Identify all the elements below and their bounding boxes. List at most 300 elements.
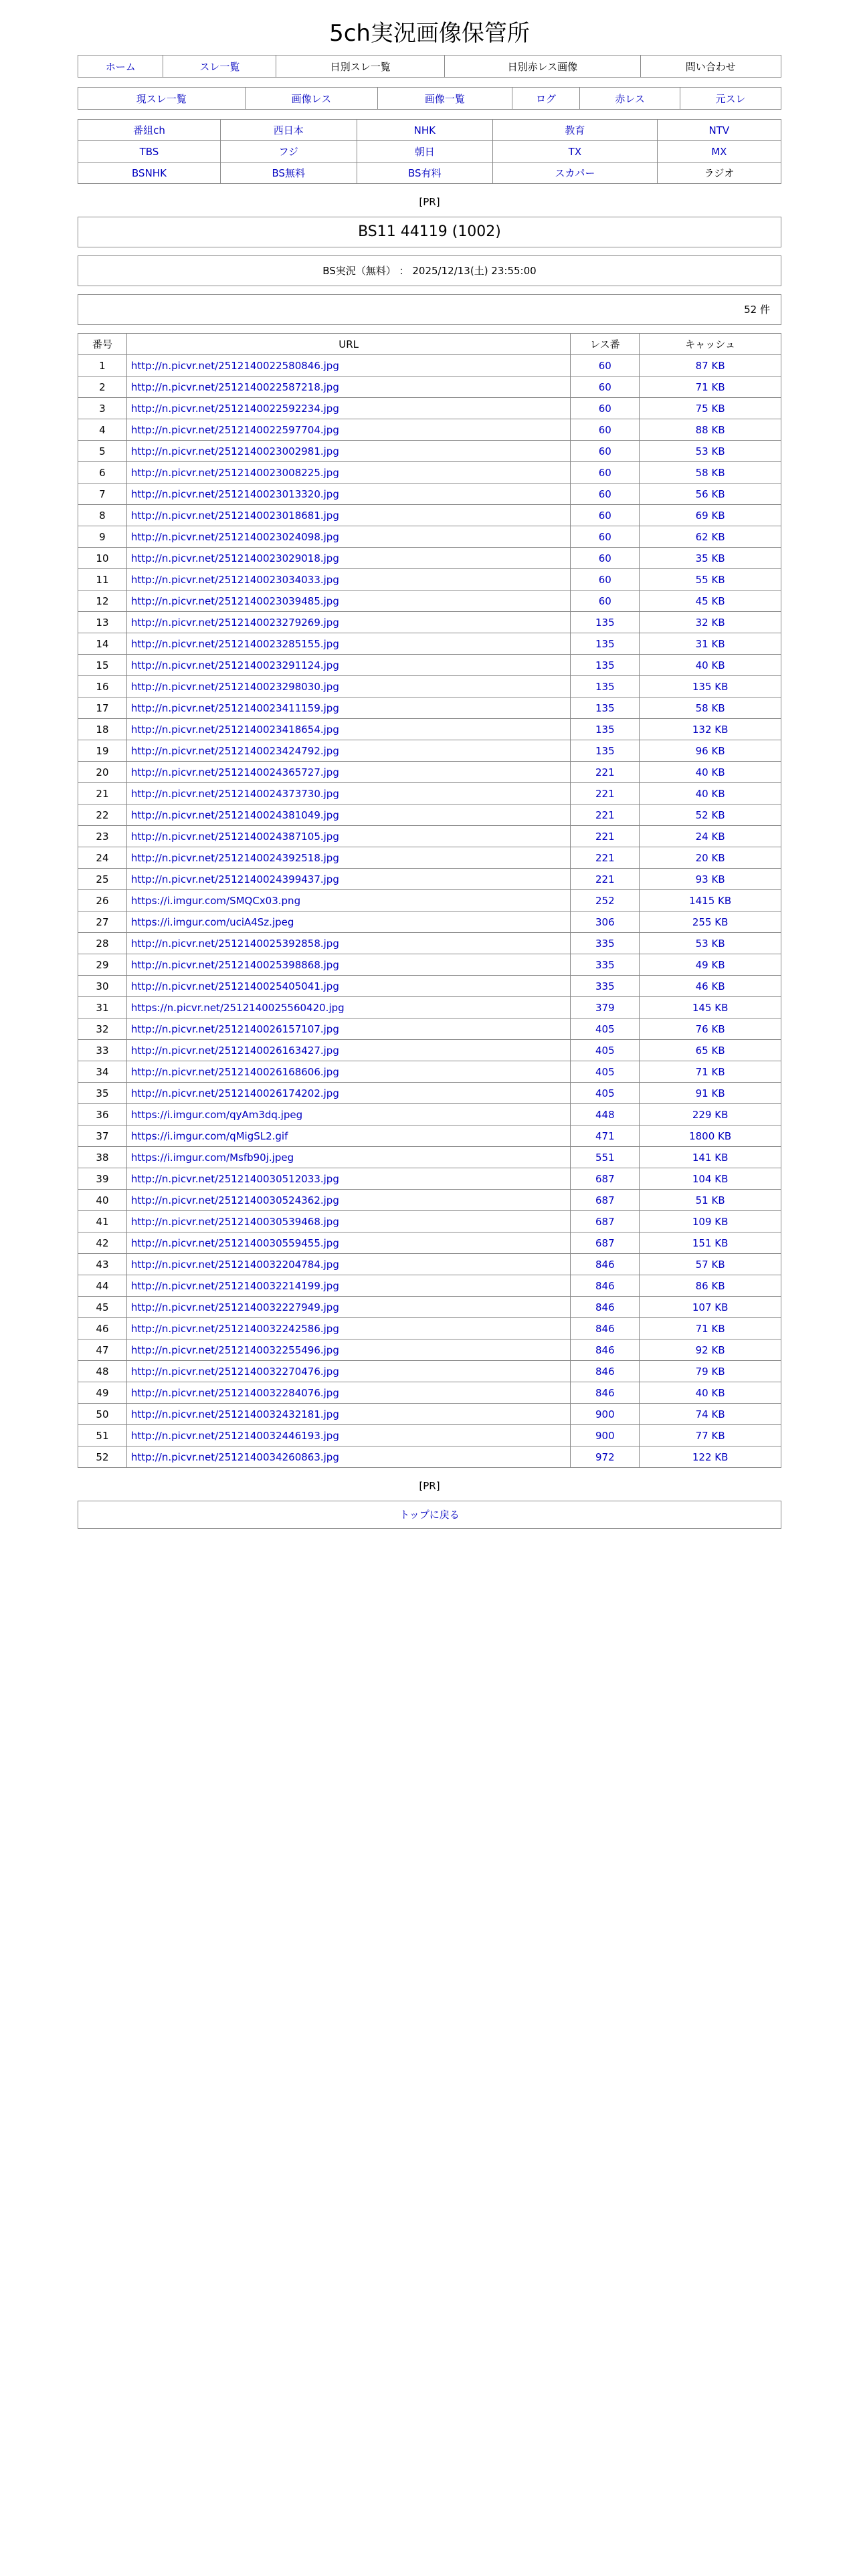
cache-link[interactable]: 40 KB [695, 1386, 725, 1399]
res-number-link[interactable]: 846 [595, 1301, 615, 1313]
row-number: 39 [78, 1168, 127, 1190]
image-url-link[interactable]: https://i.imgur.com/qyAm3dq.jpeg [130, 1108, 303, 1121]
url-cell [126, 612, 570, 633]
row-number: 28 [78, 933, 127, 954]
cache-cell [640, 526, 781, 548]
image-url-link[interactable]: http://n.picvr.net/2512140023024098.jpg [130, 530, 339, 543]
cache-link[interactable]: 107 KB [692, 1301, 729, 1313]
channel-item-link[interactable]: 番組ch [133, 124, 165, 136]
cache-link[interactable]: 87 KB [695, 359, 725, 372]
image-url-link[interactable]: http://n.picvr.net/2512140025392858.jpg [130, 937, 339, 950]
res-cell [571, 1404, 640, 1425]
res-number-link[interactable]: 135 [595, 723, 615, 736]
res-number-link[interactable]: 405 [595, 1065, 615, 1078]
image-url-link[interactable]: http://n.picvr.net/2512140030512033.jpg [130, 1172, 339, 1185]
cache-link[interactable]: 77 KB [695, 1429, 725, 1442]
image-url-link[interactable]: http://n.picvr.net/2512140024381049.jpg [130, 809, 339, 821]
res-cell [571, 441, 640, 462]
url-cell [126, 655, 570, 676]
image-url-link[interactable]: https://n.picvr.net/2512140025560420.jpg [130, 1001, 345, 1014]
channel-item-link[interactable]: 朝日 [414, 146, 435, 158]
res-number-link[interactable]: 135 [595, 637, 615, 650]
res-cell [571, 676, 640, 697]
image-url-link[interactable]: http://n.picvr.net/2512140026174202.jpg [130, 1087, 339, 1099]
main-nav-item-cell [445, 56, 640, 78]
image-url-link[interactable]: http://n.picvr.net/2512140032204784.jpg [130, 1258, 339, 1271]
res-cell [571, 612, 640, 633]
cache-link[interactable]: 79 KB [695, 1365, 725, 1378]
res-cell [571, 505, 640, 526]
image-url-link[interactable]: http://n.picvr.net/2512140024373730.jpg [130, 787, 339, 800]
row-number: 4 [78, 419, 127, 441]
cache-link[interactable]: 255 KB [692, 916, 729, 928]
table-row [78, 976, 781, 997]
res-number-link[interactable]: 335 [595, 980, 615, 992]
res-cell [571, 1147, 640, 1168]
res-cell [571, 355, 640, 377]
url-cell [126, 954, 570, 976]
thread-nav-item-link[interactable]: 画像一覧 [424, 92, 465, 105]
main-nav-item-link[interactable]: ホーム [105, 60, 136, 73]
image-url-link[interactable]: http://n.picvr.net/2512140024392518.jpg [130, 851, 339, 864]
res-cell [571, 1168, 640, 1190]
cache-link[interactable]: 109 KB [692, 1215, 729, 1228]
res-number-link[interactable]: 221 [595, 851, 615, 864]
res-number-link[interactable]: 60 [598, 402, 611, 415]
cache-cell [640, 676, 781, 697]
cache-link[interactable]: 49 KB [695, 958, 725, 971]
res-number-link[interactable]: 846 [595, 1386, 615, 1399]
res-number-link[interactable]: 405 [595, 1044, 615, 1057]
image-url-link[interactable]: http://n.picvr.net/2512140023418654.jpg [130, 723, 339, 736]
cache-link[interactable]: 52 KB [695, 809, 725, 821]
table-row [78, 591, 781, 612]
table-row [78, 1147, 781, 1168]
res-number-link[interactable]: 846 [595, 1344, 615, 1356]
res-cell [571, 847, 640, 869]
image-url-link[interactable]: http://n.picvr.net/2512140022587218.jpg [130, 381, 339, 393]
row-number: 25 [78, 869, 127, 890]
row-number: 36 [78, 1104, 127, 1125]
cache-link[interactable]: 58 KB [695, 702, 725, 714]
channel-item-link[interactable]: TBS [139, 145, 159, 158]
res-number-link[interactable]: 335 [595, 937, 615, 950]
thread-title: BS11 44119 (1002) [78, 217, 781, 247]
res-cell [571, 826, 640, 847]
res-number-link[interactable]: 221 [595, 787, 615, 800]
table-row [78, 1061, 781, 1083]
cache-link[interactable]: 20 KB [695, 851, 725, 864]
url-cell [126, 398, 570, 419]
cache-link[interactable]: 141 KB [692, 1151, 729, 1164]
res-number-link[interactable]: 221 [595, 873, 615, 885]
channel-item-cell [78, 141, 221, 163]
cache-link[interactable]: 104 KB [692, 1172, 729, 1185]
image-url-link[interactable]: http://n.picvr.net/2512140023018681.jpg [130, 509, 339, 522]
channel-item-link[interactable]: フジ [278, 146, 298, 158]
res-number-link[interactable]: 221 [595, 809, 615, 821]
image-url-link[interactable]: http://n.picvr.net/2512140032227949.jpg [130, 1301, 339, 1313]
result-count: 52 件 [78, 294, 781, 325]
res-number-link[interactable]: 471 [595, 1130, 615, 1142]
row-number: 49 [78, 1382, 127, 1404]
cache-cell [640, 1190, 781, 1211]
res-cell [571, 783, 640, 804]
row-number: 2 [78, 377, 127, 398]
cache-cell [640, 826, 781, 847]
row-number: 43 [78, 1254, 127, 1275]
table-row [78, 804, 781, 826]
url-cell [126, 1040, 570, 1061]
table-row [78, 740, 781, 762]
image-url-link[interactable]: http://n.picvr.net/2512140024365727.jpg [130, 766, 339, 778]
row-number: 13 [78, 612, 127, 633]
url-cell [126, 505, 570, 526]
image-url-link[interactable]: http://n.picvr.net/2512140023279269.jpg [130, 616, 339, 629]
cache-cell [640, 1040, 781, 1061]
res-number-link[interactable]: 405 [595, 1023, 615, 1035]
cache-cell [640, 1425, 781, 1446]
cache-link[interactable]: 56 KB [695, 488, 725, 500]
res-cell [571, 1061, 640, 1083]
cache-link[interactable]: 58 KB [695, 466, 725, 479]
res-cell [571, 1382, 640, 1404]
table-row [78, 1018, 781, 1040]
cache-link[interactable]: 76 KB [695, 1023, 725, 1035]
table-header-row [78, 334, 781, 355]
cache-link[interactable]: 24 KB [695, 830, 725, 843]
row-number: 18 [78, 719, 127, 740]
image-url-link[interactable]: http://n.picvr.net/2512140023298030.jpg [130, 680, 339, 693]
cache-link[interactable]: 135 KB [692, 680, 729, 693]
table-row [78, 505, 781, 526]
cache-link[interactable]: 53 KB [695, 445, 725, 457]
cache-cell [640, 1125, 781, 1147]
url-cell [126, 548, 570, 569]
cache-link[interactable]: 57 KB [695, 1258, 725, 1271]
cache-link[interactable]: 40 KB [695, 766, 725, 778]
image-url-link[interactable]: http://n.picvr.net/2512140023424792.jpg [130, 744, 339, 757]
cache-link[interactable]: 93 KB [695, 873, 725, 885]
image-url-link[interactable]: http://n.picvr.net/2512140032270476.jpg [130, 1365, 339, 1378]
image-url-link[interactable]: http://n.picvr.net/2512140023013320.jpg [130, 488, 339, 500]
res-number-link[interactable]: 221 [595, 766, 615, 778]
image-url-link[interactable]: https://i.imgur.com/qMigSL2.gif [130, 1130, 288, 1142]
image-url-link[interactable]: http://n.picvr.net/2512140022597704.jpg [130, 423, 339, 436]
image-url-link[interactable]: http://n.picvr.net/2512140032446193.jpg [130, 1429, 339, 1442]
res-cell [571, 1318, 640, 1339]
cache-link[interactable]: 122 KB [692, 1451, 729, 1463]
res-number-link[interactable]: 60 [598, 381, 611, 393]
res-number-link[interactable]: 60 [598, 466, 611, 479]
cache-cell [640, 1061, 781, 1083]
cache-link[interactable]: 229 KB [692, 1108, 729, 1121]
url-cell [126, 997, 570, 1018]
res-cell [571, 1339, 640, 1361]
cache-link[interactable]: 71 KB [695, 1065, 725, 1078]
cache-cell [640, 612, 781, 633]
image-url-link[interactable]: https://i.imgur.com/Msfb90j.jpeg [130, 1151, 294, 1164]
cache-link[interactable]: 71 KB [695, 381, 725, 393]
res-cell [571, 1254, 640, 1275]
res-number-link[interactable]: 135 [595, 616, 615, 629]
thread-nav [78, 87, 781, 110]
res-number-link[interactable]: 379 [595, 1001, 615, 1014]
table-row [78, 719, 781, 740]
res-number-link[interactable]: 60 [598, 595, 611, 607]
cache-link[interactable]: 51 KB [695, 1194, 725, 1206]
url-cell [126, 526, 570, 548]
table-row [78, 847, 781, 869]
page-title: 5ch実況画像保管所 [329, 20, 530, 47]
cache-link[interactable]: 46 KB [695, 980, 725, 992]
image-url-link[interactable]: http://n.picvr.net/2512140032214199.jpg [130, 1279, 339, 1292]
channel-row [78, 163, 781, 184]
channel-item-link[interactable]: NTV [708, 124, 730, 136]
row-number: 46 [78, 1318, 127, 1339]
channel-item-link[interactable]: 西日本 [273, 124, 304, 136]
cache-link[interactable]: 96 KB [695, 744, 725, 757]
cache-link[interactable]: 145 KB [692, 1001, 729, 1014]
image-url-link[interactable]: http://n.picvr.net/2512140032284076.jpg [130, 1386, 339, 1399]
thread-nav-item-link[interactable]: ログ [535, 92, 556, 105]
image-url-link[interactable]: http://n.picvr.net/2512140032242586.jpg [130, 1322, 339, 1335]
image-url-link[interactable]: http://n.picvr.net/2512140024387105.jpg [130, 830, 339, 843]
res-number-link[interactable]: 687 [595, 1172, 615, 1185]
row-number: 44 [78, 1275, 127, 1297]
cache-cell [640, 997, 781, 1018]
cache-link[interactable]: 53 KB [695, 937, 725, 950]
image-url-link[interactable]: http://n.picvr.net/2512140034260863.jpg [130, 1451, 339, 1463]
res-cell [571, 740, 640, 762]
image-url-link[interactable]: http://n.picvr.net/2512140023008225.jpg [130, 466, 339, 479]
thread-nav-item-link[interactable]: 現スレ一覧 [136, 92, 187, 105]
res-number-link[interactable]: 448 [595, 1108, 615, 1121]
cache-link[interactable]: 71 KB [695, 1322, 725, 1335]
cache-link[interactable]: 45 KB [695, 595, 725, 607]
url-cell [126, 676, 570, 697]
cache-link[interactable]: 92 KB [695, 1344, 725, 1356]
res-number-link[interactable]: 687 [595, 1237, 615, 1249]
table-row [78, 954, 781, 976]
url-cell [126, 1275, 570, 1297]
back-to-top-box [78, 1501, 781, 1529]
res-number-link[interactable]: 335 [595, 958, 615, 971]
res-number-link[interactable]: 846 [595, 1322, 615, 1335]
table-row [78, 398, 781, 419]
image-url-link[interactable]: https://i.imgur.com/SMQCx03.png [130, 894, 301, 907]
cache-link[interactable]: 31 KB [695, 637, 725, 650]
res-number-link[interactable]: 306 [595, 916, 615, 928]
res-number-link[interactable]: 135 [595, 702, 615, 714]
res-number-link[interactable]: 846 [595, 1279, 615, 1292]
image-url-link[interactable]: http://n.picvr.net/2512140026157107.jpg [130, 1023, 339, 1035]
res-number-link[interactable]: 60 [598, 359, 611, 372]
res-number-link[interactable]: 60 [598, 552, 611, 564]
res-number-link[interactable]: 405 [595, 1087, 615, 1099]
res-number-link[interactable]: 221 [595, 830, 615, 843]
back-to-top-link[interactable]: トップに戻る [399, 1509, 460, 1521]
cache-link[interactable]: 32 KB [695, 616, 725, 629]
res-number-link[interactable]: 60 [598, 445, 611, 457]
cache-link[interactable]: 1415 KB [689, 894, 732, 907]
cache-cell [640, 847, 781, 869]
cache-cell [640, 804, 781, 826]
res-number-link[interactable]: 60 [598, 488, 611, 500]
row-number: 31 [78, 997, 127, 1018]
thread-nav-item-cell [245, 88, 378, 110]
image-url-link[interactable]: http://n.picvr.net/2512140032432181.jpg [130, 1408, 339, 1420]
channel-item-cell [357, 141, 493, 163]
url-cell [126, 419, 570, 441]
main-nav-item-link[interactable]: スレ一覧 [199, 60, 240, 73]
url-cell [126, 847, 570, 869]
thread-nav-item-link[interactable]: 赤レス [615, 92, 645, 105]
res-number-link[interactable]: 900 [595, 1408, 615, 1420]
res-cell [571, 633, 640, 655]
cache-link[interactable]: 62 KB [695, 530, 725, 543]
channel-item-link[interactable]: 教育 [565, 124, 585, 136]
cache-link[interactable]: 88 KB [695, 423, 725, 436]
image-url-link[interactable]: https://i.imgur.com/uciA4Sz.jpeg [130, 916, 294, 928]
image-url-link[interactable]: http://n.picvr.net/2512140023039485.jpg [130, 595, 339, 607]
image-url-link[interactable]: http://n.picvr.net/2512140023411159.jpg [130, 702, 339, 714]
cache-cell [640, 1211, 781, 1232]
table-row [78, 1382, 781, 1404]
table-row [78, 1168, 781, 1190]
res-cell [571, 697, 640, 719]
res-number-link[interactable]: 846 [595, 1365, 615, 1378]
image-url-link[interactable]: http://n.picvr.net/2512140023029018.jpg [130, 552, 339, 564]
url-cell [126, 1190, 570, 1211]
image-url-link[interactable]: http://n.picvr.net/2512140023291124.jpg [130, 659, 339, 671]
channel-item-cell [78, 120, 221, 141]
cache-link[interactable]: 151 KB [692, 1237, 729, 1249]
image-url-link[interactable]: http://n.picvr.net/2512140022592234.jpg [130, 402, 339, 415]
res-number-link[interactable]: 252 [595, 894, 615, 907]
table-row [78, 548, 781, 569]
cache-link[interactable]: 1800 KB [689, 1130, 732, 1142]
image-url-link[interactable]: http://n.picvr.net/2512140022580846.jpg [130, 359, 339, 372]
res-number-link[interactable]: 687 [595, 1194, 615, 1206]
res-cell [571, 890, 640, 911]
cache-cell [640, 355, 781, 377]
cache-cell [640, 1147, 781, 1168]
table-row [78, 484, 781, 505]
channel-item-link[interactable]: BS有料 [408, 167, 442, 179]
image-url-link[interactable]: http://n.picvr.net/2512140030539468.jpg [130, 1215, 339, 1228]
image-url-link[interactable]: http://n.picvr.net/2512140025405041.jpg [130, 980, 339, 992]
channel-item-link[interactable]: MX [711, 145, 727, 158]
cache-cell [640, 783, 781, 804]
cache-cell [640, 591, 781, 612]
cache-link[interactable]: 86 KB [695, 1279, 725, 1292]
cache-cell [640, 398, 781, 419]
res-number-link[interactable]: 60 [598, 509, 611, 522]
row-number: 29 [78, 954, 127, 976]
table-row [78, 612, 781, 633]
nav-row [78, 56, 781, 78]
res-cell [571, 398, 640, 419]
thread-nav-item-cell [512, 88, 580, 110]
image-url-link[interactable]: http://n.picvr.net/2512140024399437.jpg [130, 873, 339, 885]
channel-item-link[interactable]: スカパー [555, 167, 595, 179]
res-cell [571, 1297, 640, 1318]
main-nav-item-label: 日別赤レス画像 [507, 60, 578, 73]
cache-cell [640, 869, 781, 890]
image-url-link[interactable]: http://n.picvr.net/2512140023034033.jpg [130, 573, 339, 586]
thread-nav-item-link[interactable]: 画像レス [291, 92, 332, 105]
table-row [78, 1190, 781, 1211]
table-row [78, 697, 781, 719]
res-number-link[interactable]: 135 [595, 744, 615, 757]
cache-cell [640, 740, 781, 762]
image-url-link[interactable]: http://n.picvr.net/2512140030559455.jpg [130, 1237, 339, 1249]
res-number-link[interactable]: 60 [598, 530, 611, 543]
image-url-link[interactable]: http://n.picvr.net/2512140032255496.jpg [130, 1344, 339, 1356]
cache-link[interactable]: 91 KB [695, 1087, 725, 1099]
res-cell [571, 1446, 640, 1468]
cache-link[interactable]: 75 KB [695, 402, 725, 415]
image-url-link[interactable]: http://n.picvr.net/2512140023285155.jpg [130, 637, 339, 650]
table-row [78, 1083, 781, 1104]
res-number-link[interactable]: 972 [595, 1451, 615, 1463]
res-number-link[interactable]: 846 [595, 1258, 615, 1271]
row-number: 50 [78, 1404, 127, 1425]
table-row [78, 441, 781, 462]
res-cell [571, 954, 640, 976]
res-number-link[interactable]: 135 [595, 680, 615, 693]
res-number-link[interactable]: 135 [595, 659, 615, 671]
table-row [78, 526, 781, 548]
image-url-link[interactable]: http://n.picvr.net/2512140026163427.jpg [130, 1044, 339, 1057]
cache-link[interactable]: 40 KB [695, 659, 725, 671]
res-number-link[interactable]: 551 [595, 1151, 615, 1164]
url-cell [126, 1125, 570, 1147]
res-number-link[interactable]: 60 [598, 423, 611, 436]
channel-item-link[interactable]: TX [568, 145, 582, 158]
res-number-link[interactable]: 687 [595, 1215, 615, 1228]
url-cell [126, 762, 570, 783]
cache-link[interactable]: 40 KB [695, 787, 725, 800]
res-cell [571, 377, 640, 398]
channel-item-link[interactable]: BSNHK [132, 167, 167, 179]
row-number: 34 [78, 1061, 127, 1083]
res-cell [571, 762, 640, 783]
cache-cell [640, 1254, 781, 1275]
thread-nav-item-link[interactable]: 元スレ [715, 92, 746, 105]
cache-link[interactable]: 132 KB [692, 723, 729, 736]
channel-item-link[interactable]: NHK [413, 124, 436, 136]
cache-link[interactable]: 74 KB [695, 1408, 725, 1420]
image-url-link[interactable]: http://n.picvr.net/2512140025398868.jpg [130, 958, 339, 971]
res-number-link[interactable]: 900 [595, 1429, 615, 1442]
cache-link[interactable]: 35 KB [695, 552, 725, 564]
row-number: 26 [78, 890, 127, 911]
res-number-link[interactable]: 60 [598, 573, 611, 586]
cache-link[interactable]: 69 KB [695, 509, 725, 522]
image-url-link[interactable]: http://n.picvr.net/2512140030524362.jpg [130, 1194, 339, 1206]
image-url-link[interactable]: http://n.picvr.net/2512140023002981.jpg [130, 445, 339, 457]
res-cell [571, 1425, 640, 1446]
channel-item-link[interactable]: BS無料 [272, 167, 305, 179]
cache-cell [640, 505, 781, 526]
cache-cell [640, 441, 781, 462]
cache-link[interactable]: 55 KB [695, 573, 725, 586]
cache-link[interactable]: 65 KB [695, 1044, 725, 1057]
image-url-link[interactable]: http://n.picvr.net/2512140026168606.jpg [130, 1065, 339, 1078]
url-cell [126, 804, 570, 826]
